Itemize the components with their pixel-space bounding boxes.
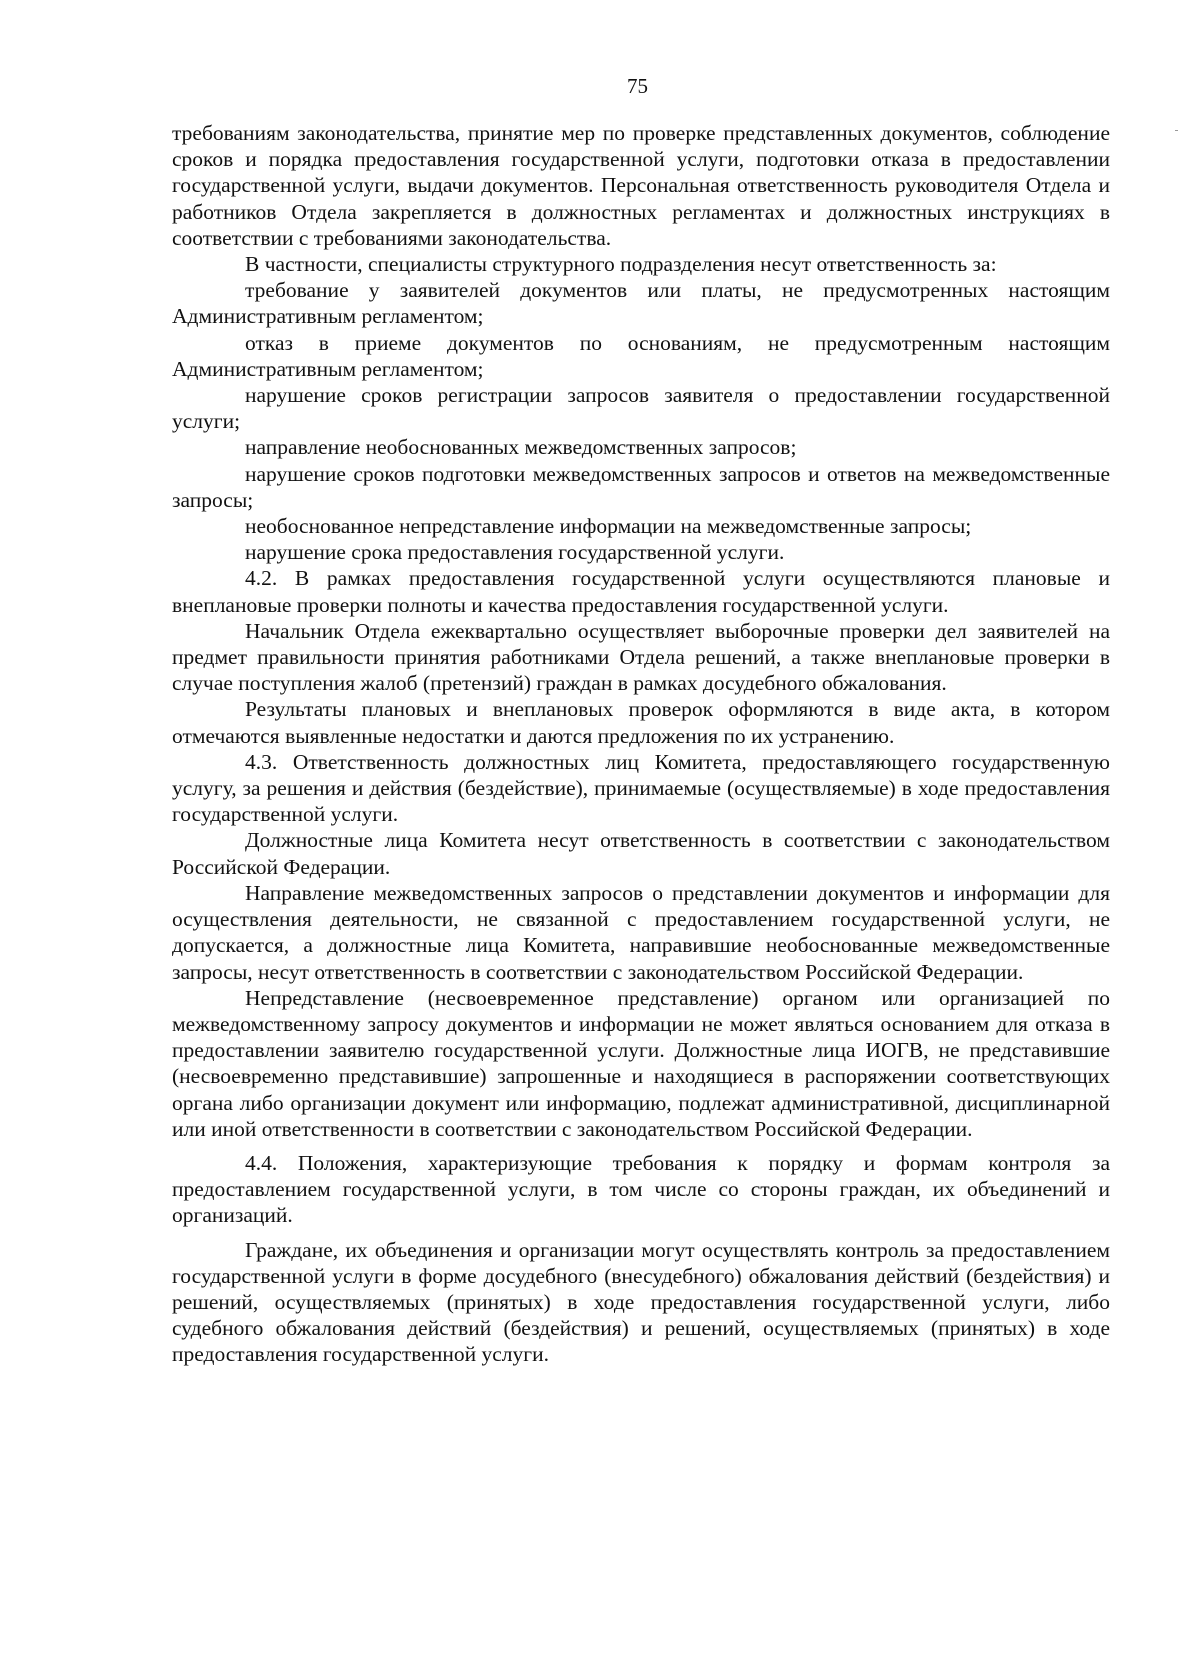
paragraph-citizen-control: Граждане, их объединения и организации могут осуществлять контроль за предоставлением государственной услуги в форме досудебного (внесудебного) обжалования действий (бездействия) и решений, осуществляемых (принятых) в ходе предоставления государственной услуги, либо судебного обжалования действий (бездействия) и решений, осуществляемых (принятых) в ходе предоставления государственной услуги. [172,1237,1110,1367]
section-4-3: 4.3. Ответственность должностных лиц Комитета, предоставляющего государственную услугу, за решения и действия (бездействие), принимаемые (осуществляемые) в ходе предоставления государственной услуги. [172,749,1110,827]
paragraph-head-inspections: Начальник Отдела ежеквартально осуществляет выборочные проверки дел заявителей на предмет правильности принятия работниками Отдела решений, а также внеплановые проверки в случае поступления жалоб (претензий) граждан в рамках досудебного обжалования. [172,618,1110,696]
section-4-4: 4.4. Положения, характеризующие требования к порядку и формам контроля за предоставлением государственной услуги, в том числе со стороны граждан, их объединений и организаций. [172,1150,1110,1228]
list-item-refusal: отказ в приеме документов по основаниям, не предусмотренным настоящим Административным регламентом; [172,330,1110,381]
paragraph-inspection-results: Результаты плановых и внеплановых проверок оформляются в виде акта, в котором отмечаются выявленные недостатки и даются предложения по их устранению. [172,697,1110,748]
paragraph-responsibility-intro: требованиям законодательства, принятие мер по проверке представленных документов, соблюдение сроков и порядка предоставления государственной услуги, подготовки отказа в предоставлении государственной услуги, выдачи документов. Персональная ответственность руководителя Отдела и работников Отдела закрепляется в должностных регламентах и должностных инструкциях в соответствии с требованиями законодательства. [172,121,1110,250]
list-item-unfounded-requests: направление необоснованных межведомственных запросов; [245,435,797,460]
list-item-fee-requirement: требование у заявителей документов или платы, не предусмотренных настоящим Административным регламентом; [172,278,1110,329]
list-item-request-deadline: нарушение сроков подготовки межведомственных запросов и ответов на межведомственные запросы; [172,461,1110,512]
list-item-nonprovision: необоснованное непредставление информации на межведомственные запросы; [245,514,972,539]
paragraph-interagency-requests: Направление межведомственных запросов о представлении документов и информации для осуществления деятельности, не связанной с предоставлением государственной услуги, не допускается, а должностные лица Комитета, направившие необоснованные межведомственные запросы, несут ответственность в соответствии с законодательством Российской Федерации. [172,880,1110,984]
paragraph-specialists-responsibility: В частности, специалисты структурного подразделения несут ответственность за: [245,252,997,277]
list-item-registration-deadline: нарушение сроков регистрации запросов заявителя о предоставлении государственной услуги; [172,383,1110,434]
paragraph-officials-liability: Должностные лица Комитета несут ответственность в соответствии с законодательством Российской Федерации. [172,828,1110,879]
list-item-service-deadline: нарушение срока предоставления государственной услуги. [245,540,785,565]
section-4-2: 4.2. В рамках предоставления государственной услуги осуществляются плановые и внеплановые проверки полноты и качества предоставления государственной услуги. [172,566,1110,617]
document-body [172,120,1110,1368]
page-number: 75 [627,74,648,98]
scan-mark [1175,130,1178,131]
paragraph-nonprovision-liability: Непредставление (несвоевременное представление) органом или организацией по межведомственному запросу документов и информации не может являться основанием для отказа в предоставлении заявителю государственной услуги. Должностные лица ИОГВ, не представившие (несвоевременно представившие) запрошенные и находящиеся в распоряжении соответствующих органа либо организации документ или информацию, подлежат административной, дисциплинарной или иной ответственности в соответствии с законодательством Российской Федерации. [172,985,1110,1141]
